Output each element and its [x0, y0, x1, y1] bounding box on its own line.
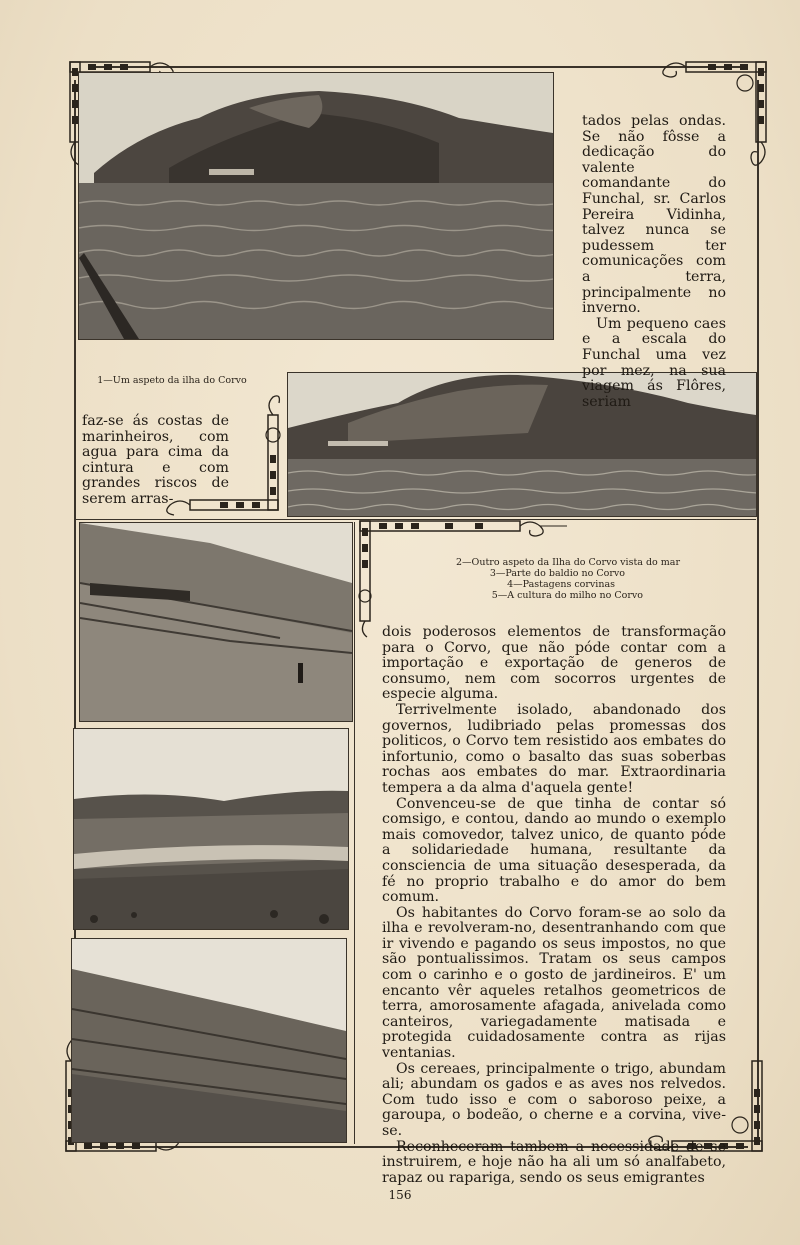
caption-line: 4—Pastagens corvinas: [507, 579, 615, 590]
paragraph: Terrivelmente isolado, abandonado dos governos, ludibriado pelas promessas dos politicos, o Corvo tem resistido aos embates do infortunio, como o basalto das suas soberbas rochas aos embates do mar. Extraordinaria tempera a da alma d'aquela gente!: [382, 701, 726, 796]
paragraph: tados pelas ondas. Se não fôsse a dedicação do valente comandante do Funchal, sr. Carlos Pereira Vidinha, talvez nunca se pudessem ter comunicações com a terra, principalmente no inverno.: [582, 113, 726, 317]
text-middle-left: [82, 414, 229, 508]
caption-line: 3—Parte do baldio no Corvo: [489, 568, 625, 579]
photo-3-baldio: [79, 522, 353, 722]
paragraph: Reconheceram tambem a necessidade de se instruirem, e hoje não ha ali um só analfabeto, rapaz ou rapariga, sendo os seus emigrantes: [382, 1138, 726, 1186]
main-text-column: [382, 625, 726, 1186]
page-number: 156: [388, 1188, 412, 1202]
photo-1-island-of-corvo: [78, 72, 554, 340]
text-top-right-column: [582, 114, 726, 410]
paragraph: Um pequeno caes e a escala do Funchal uma vez por mez, na sua viagem ás Flôres, seriam: [582, 315, 726, 410]
frame-right-line: [757, 80, 759, 1140]
paragraph: dois poderosos elementos de transformação para o Corvo, que não póde contar com a importação e exportação de generos de consumo, nem com socorros urgentes de especie alguma.: [382, 624, 726, 703]
paragraph: Os cereaes, principalmente o trigo, abundam ali; abundam os gados e as aves nos relvedos. Com tudo isso e com o saboroso peixe, a garoupa, o bodeão, o cherne e a corvina, vive-se.: [382, 1060, 726, 1139]
paragraph: Convenceu-se de que tinha de contar só comsigo, e contou, dando ao mundo o exemplo mais comovedor, talvez unico, de quanto póde a solidariedade humana, resultante da consciencia de uma situação desesperada, da fé no proprio trabalho e do amor do bem comum.: [382, 795, 726, 906]
photo-5-cultura-do-milho: [71, 938, 347, 1143]
caption-line: 5—A cultura do milho no Corvo: [491, 590, 643, 601]
caption-line: 2—Outro aspeto da Ilha do Corvo vista do mar: [456, 557, 680, 568]
photo-4-pastagens: [73, 728, 349, 930]
captions-photos-2-5: [390, 557, 680, 601]
paragraph: faz-se ás costas de marinheiros, com agua para cima da cintura e com grandes riscos de serem arras-: [82, 413, 229, 507]
caption-photo-1: 1—Um aspeto da ilha do Corvo: [97, 375, 247, 386]
paragraph: Os habitantes do Corvo foram-se ao solo da ilha e revolveram-no, desentranhando com que ir vivendo e pagando os seus impostos, no que são pontualissimos. Tratam os seus campos com o carinho e o gosto de jardineiros. E' um encanto vêr aqueles retalhos geometricos de terra, amorosamente afagada, anivelada como canteiros, variegadamente matisada e protegida cuidadosamente contra as rijas ventanias.: [382, 904, 726, 1062]
